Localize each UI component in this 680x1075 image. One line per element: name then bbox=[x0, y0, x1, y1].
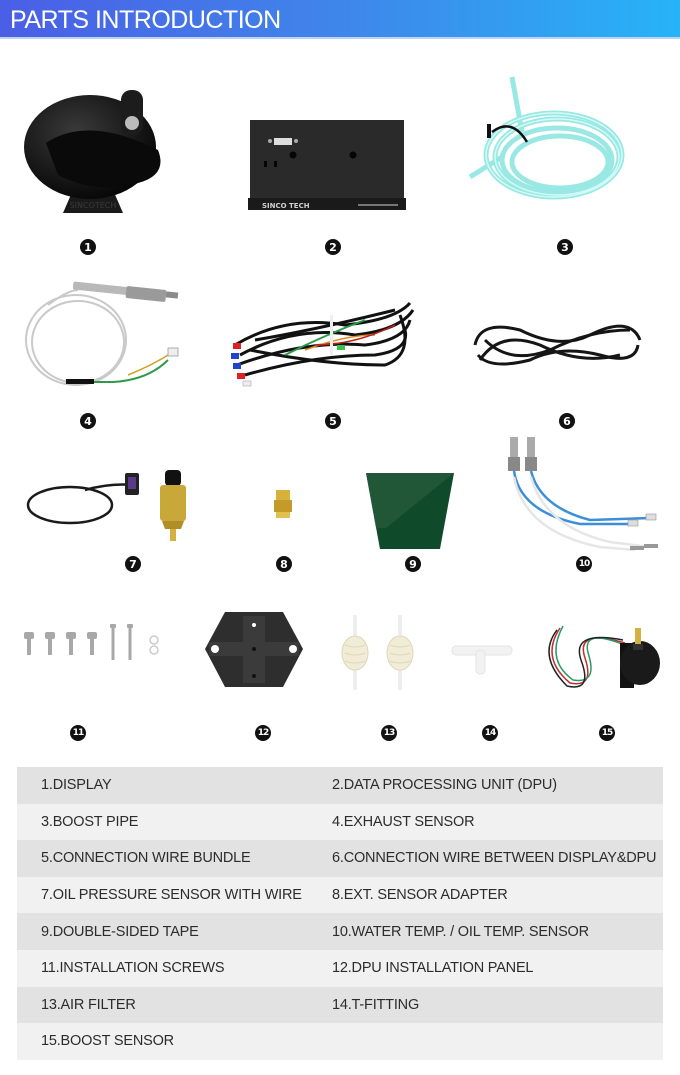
part-number-badge: 14 bbox=[482, 725, 498, 741]
part-number-badge: 12 bbox=[255, 725, 271, 741]
part-number-badge: 2 bbox=[325, 239, 341, 255]
table-row bbox=[17, 767, 663, 804]
svg-text:SINCO TECH: SINCO TECH bbox=[262, 202, 310, 210]
part-number-badge: 11 bbox=[70, 725, 86, 741]
table-cell: 3.BOOST PIPE bbox=[41, 813, 139, 830]
part-number-badge: 13 bbox=[381, 725, 397, 741]
table-cell: 4.EXHAUST SENSOR bbox=[332, 813, 475, 830]
part-double-sided-tape-image bbox=[366, 473, 454, 549]
table-row bbox=[17, 913, 663, 950]
svg-text:SINCOTECH: SINCOTECH bbox=[69, 201, 117, 210]
table-cell: 10.WATER TEMP. / OIL TEMP. SENSOR bbox=[332, 923, 589, 940]
parts-list-table bbox=[17, 767, 663, 1060]
part-number-badge: 6 bbox=[559, 413, 575, 429]
table-cell: 6.CONNECTION WIRE BETWEEN DISPLAY&DPU bbox=[332, 850, 657, 867]
table-row bbox=[17, 950, 663, 987]
part-dpu-panel-image bbox=[205, 612, 303, 687]
table-cell: 11.INSTALLATION SCREWS bbox=[41, 960, 225, 977]
part-boost-pipe-image bbox=[462, 72, 642, 222]
part-number-badge: 8 bbox=[276, 556, 292, 572]
part-number-badge: 10 bbox=[576, 556, 592, 572]
part-dpu-image bbox=[248, 118, 406, 213]
table-cell: 15.BOOST SENSOR bbox=[41, 1033, 174, 1050]
table-cell: 12.DPU INSTALLATION PANEL bbox=[332, 960, 534, 977]
part-number-badge: 7 bbox=[125, 556, 141, 572]
table-cell: 5.CONNECTION WIRE BUNDLE bbox=[41, 850, 251, 867]
table-cell: 8.EXT. SENSOR ADAPTER bbox=[332, 887, 508, 904]
part-temp-sensor-image bbox=[500, 432, 660, 562]
section-title: PARTS INTRODUCTION bbox=[10, 6, 281, 34]
part-installation-screws-image bbox=[20, 620, 165, 665]
table-cell: 14.T-FITTING bbox=[332, 996, 420, 1013]
table-row bbox=[17, 1023, 663, 1060]
table-row bbox=[17, 840, 663, 877]
table-row bbox=[17, 877, 663, 914]
table-cell: 9.DOUBLE-SIDED TAPE bbox=[41, 923, 199, 940]
part-display-image bbox=[18, 85, 168, 215]
part-number-badge: 9 bbox=[405, 556, 421, 572]
part-number-badge: 1 bbox=[80, 239, 96, 255]
part-number-badge: 5 bbox=[325, 413, 341, 429]
part-wire-bundle-image bbox=[225, 295, 420, 395]
table-cell: 7.OIL PRESSURE SENSOR WITH WIRE bbox=[41, 887, 302, 904]
table-cell: 13.AIR FILTER bbox=[41, 996, 136, 1013]
part-boost-sensor-image bbox=[545, 618, 665, 693]
part-exhaust-sensor-image bbox=[18, 280, 188, 395]
table-cell: 2.DATA PROCESSING UNIT (DPU) bbox=[332, 777, 557, 794]
table-cell: 1.DISPLAY bbox=[41, 777, 112, 794]
table-row bbox=[17, 804, 663, 841]
part-t-fitting-image bbox=[450, 640, 515, 675]
part-connection-cable-image bbox=[470, 310, 645, 380]
section-header bbox=[0, 0, 680, 39]
table-row bbox=[17, 987, 663, 1024]
part-number-badge: 15 bbox=[599, 725, 615, 741]
part-number-badge: 4 bbox=[80, 413, 96, 429]
part-sensor-adapter-image bbox=[270, 488, 296, 520]
part-number-badge: 3 bbox=[557, 239, 573, 255]
part-oil-pressure-sensor-image bbox=[25, 465, 200, 545]
part-air-filter-image bbox=[340, 615, 420, 690]
